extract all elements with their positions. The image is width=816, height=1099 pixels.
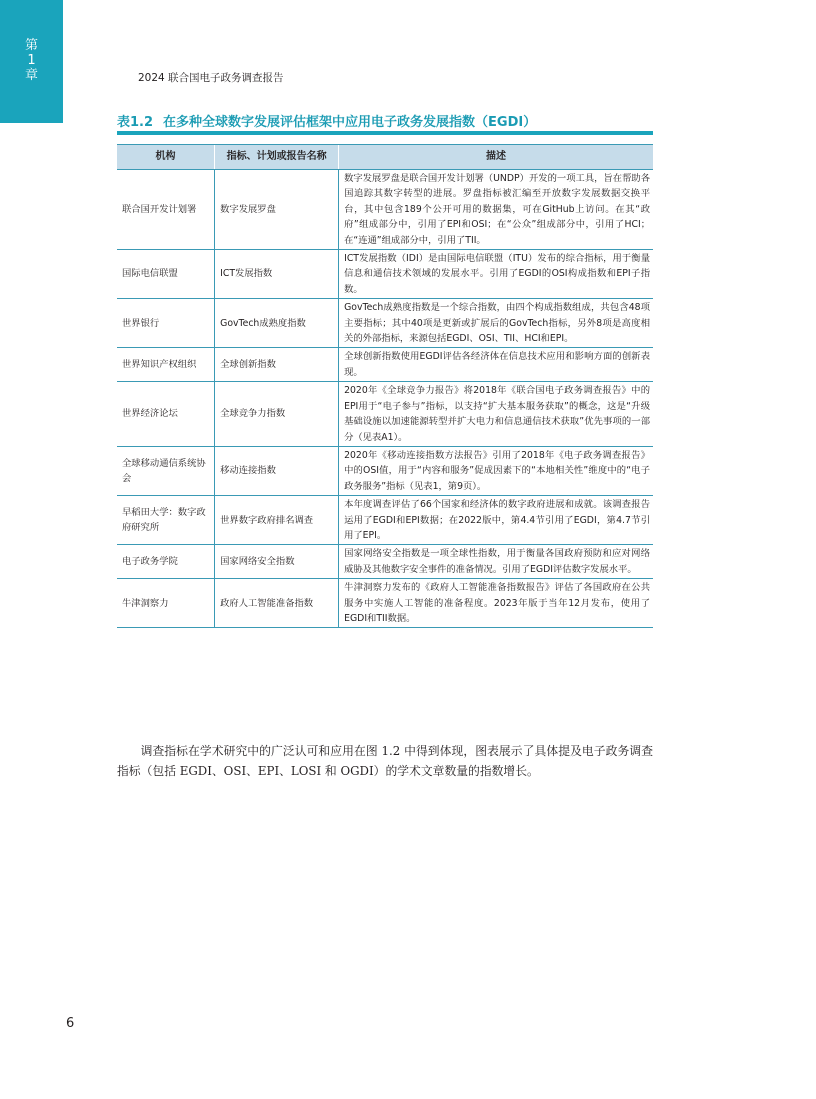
chapter-tab-line1: 第	[24, 38, 38, 53]
cell-org: 世界银行	[117, 299, 215, 348]
cell-desc: ICT发展指数（IDI）是由国际电信联盟（ITU）发布的综合指标，用于衡量信息和通信技术领域的发展水平。引用了EGDI的OSI构成指数和EPI子指数。	[339, 250, 653, 299]
cell-org: 世界知识产权组织	[117, 348, 215, 382]
table-header-row	[117, 145, 653, 170]
chapter-tab-line3: 章	[24, 68, 38, 83]
body-paragraph: 调查指标在学术研究中的广泛认可和应用在图 1.2 中得到体现，图表展示了具体提及电子政务调查指标（包括 EGDI、OSI、EPI、LOSI 和 OGDI）的学术文章数量的指数增长。	[117, 744, 653, 778]
table-title-text: 在多种全球数字发展评估框架中应用电子政务发展指数（EGDI）	[163, 115, 537, 130]
title-rule	[117, 131, 653, 135]
cell-org: 全球移动通信系统协会	[117, 446, 215, 495]
cell-index: 世界数字政府排名调查	[215, 496, 339, 545]
table-row	[117, 579, 653, 628]
table-row	[117, 496, 653, 545]
table-row	[117, 446, 653, 495]
cell-org: 早稻田大学：数字政府研究所	[117, 496, 215, 545]
cell-org: 牛津洞察力	[117, 579, 215, 628]
column-header-index: 指标、计划或报告名称	[215, 145, 339, 170]
table-row	[117, 170, 653, 250]
cell-index: 移动连接指数	[215, 446, 339, 495]
cell-desc: 全球创新指数使用EGDI评估各经济体在信息技术应用和影响方面的创新表现。	[339, 348, 653, 382]
data-table	[117, 144, 653, 628]
cell-index: GovTech成熟度指数	[215, 299, 339, 348]
cell-desc: GovTech成熟度指数是一个综合指数，由四个构成指数组成，共包含48项主要指标；其中40项是更新或扩展后的GovTech指标，另外8项是高度相关的外部指标，来源包括EGDI、OSI、TII、HCI和EPI。	[339, 299, 653, 348]
cell-org: 电子政务学院	[117, 545, 215, 579]
column-header-org: 机构	[117, 145, 215, 170]
cell-org: 世界经济论坛	[117, 382, 215, 447]
page-number: 6	[66, 1016, 75, 1031]
table-row	[117, 382, 653, 447]
table-row	[117, 545, 653, 579]
cell-org: 联合国开发计划署	[117, 170, 215, 250]
table-title	[117, 111, 536, 130]
chapter-tab	[0, 0, 63, 123]
cell-index: 全球竞争力指数	[215, 382, 339, 447]
table-row	[117, 299, 653, 348]
table-row	[117, 348, 653, 382]
chapter-tab-line2: 1	[27, 53, 36, 68]
cell-desc: 牛津洞察力发布的《政府人工智能准备指数报告》评估了各国政府在公共服务中实施人工智能的准备程度。2023年版于当年12月发布，使用了EGDI和TII数据。	[339, 579, 653, 628]
table-number: 表1.2	[117, 115, 154, 130]
cell-index: 政府人工智能准备指数	[215, 579, 339, 628]
cell-desc: 数字发展罗盘是联合国开发计划署（UNDP）开发的一项工具，旨在帮助各国追踪其数字转型的进展。罗盘指标被汇编至开放数字发展数据交换平台，其中包含189个公开可用的数据集，可在GitHub上访问。在其“政府”组成部分中，引用了EPI和OSI；在“公众”组成部分中，引用了HCI；在“连通”组成部分中，引用了TII。	[339, 170, 653, 250]
cell-index: ICT发展指数	[215, 250, 339, 299]
column-header-desc: 描述	[339, 145, 653, 170]
table-row	[117, 250, 653, 299]
cell-index: 国家网络安全指数	[215, 545, 339, 579]
running-header: 2024 联合国电子政务调查报告	[138, 72, 284, 84]
cell-desc: 2020年《全球竞争力报告》将2018年《联合国电子政务调查报告》中的EPI用于“电子参与”指标，以支持“扩大基本服务获取”的概念，这是“升级基础设施以加速能源转型并扩大电力和信息通信技术获取”优先事项的一部分（见表A1）。	[339, 382, 653, 447]
cell-desc: 本年度调查评估了66个国家和经济体的数字政府进展和成就。该调查报告运用了EGDI和EPI数据；在2022版中，第4.4节引用了EGDI，第4.7节引用了EPI。	[339, 496, 653, 545]
cell-index: 全球创新指数	[215, 348, 339, 382]
cell-org: 国际电信联盟	[117, 250, 215, 299]
cell-desc: 2020年《移动连接指数方法报告》引用了2018年《电子政务调查报告》中的OSI值，用于“内容和服务”促成因素下的“本地相关性”维度中的“电子政务服务”指标（见表1，第9页）。	[339, 446, 653, 495]
cell-desc: 国家网络安全指数是一项全球性指数，用于衡量各国政府预防和应对网络威胁及其他数字安全事件的准备情况。引用了EGDI评估数字发展水平。	[339, 545, 653, 579]
cell-index: 数字发展罗盘	[215, 170, 339, 250]
